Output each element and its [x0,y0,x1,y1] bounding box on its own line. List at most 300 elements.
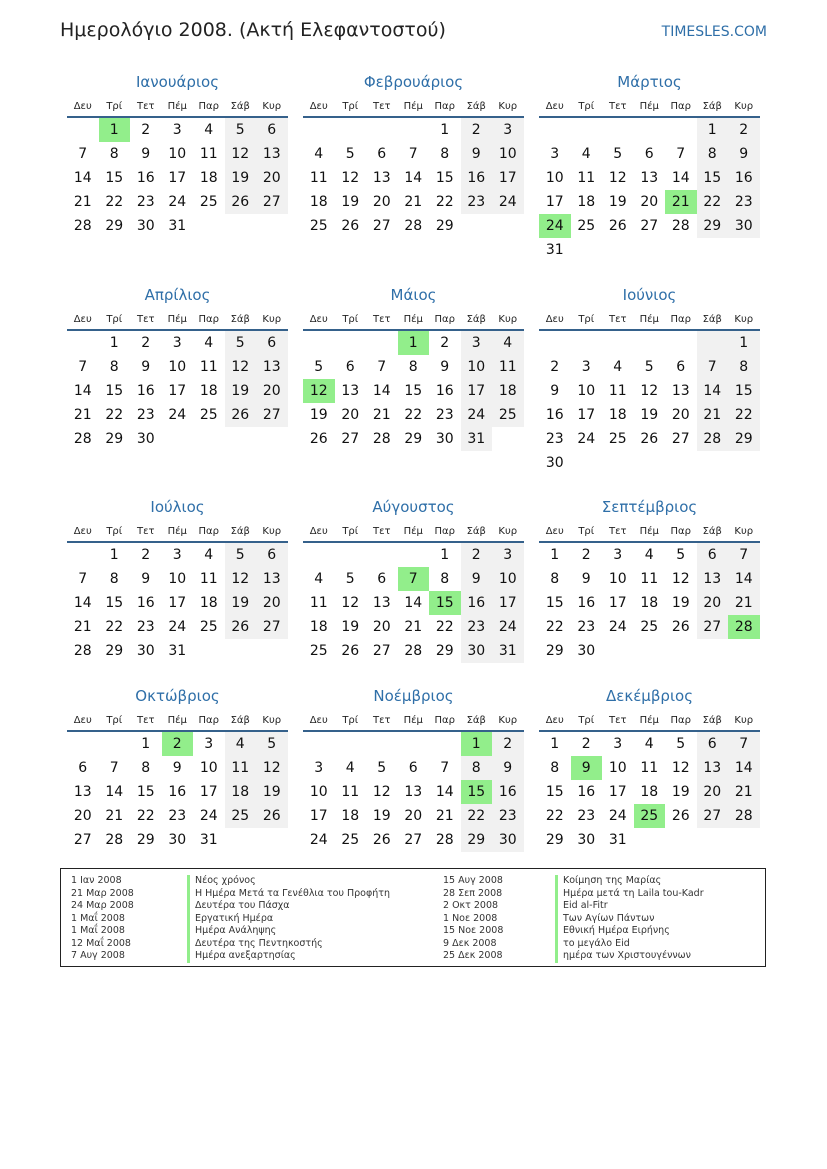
day-cell: 26 [225,190,257,214]
day-cell: 11 [199,571,218,587]
day-cell: 11 [640,760,659,776]
weekday-label: Παρ [670,101,691,112]
week-row [67,118,288,142]
empty-day-cell [602,639,634,663]
week-row [303,567,524,591]
day-cell: 14 [105,784,124,800]
day-cell: 2 [461,118,493,142]
week-row [539,331,760,355]
day-cell: 24 [608,808,627,824]
day-cell: 12 [372,784,391,800]
day-cell: 6 [697,543,729,567]
month-block [303,496,524,663]
weekday-label: Παρ [198,715,219,726]
day-cell: 1 [109,335,119,351]
day-cell: 30 [577,832,596,848]
month-name: Αύγουστος [372,498,455,516]
day-cell: 12 [608,170,627,186]
empty-day-cell [634,331,666,355]
day-cell: 14 [435,784,454,800]
day-cell: 24 [168,407,187,423]
day-cell: 18 [225,780,257,804]
day-cell: 25 [341,832,360,848]
day-cell: 20 [671,407,690,423]
weekday-label: Παρ [670,526,691,537]
weekday-label: Κυρ [262,101,282,112]
empty-day-cell [571,118,603,142]
empty-day-cell [398,732,430,756]
day-cell: 27 [404,832,423,848]
day-cell: 7 [676,146,686,162]
week-row [67,214,288,238]
day-cell: 8 [697,142,729,166]
day-cell: 25 [309,643,328,659]
day-cell: 8 [440,146,450,162]
day-cell: 29 [697,214,729,238]
day-cell: 6 [644,146,654,162]
weekday-label: Τετ [372,526,391,537]
day-cell: 13 [697,567,729,591]
empty-day-cell [539,331,571,355]
holiday-name: Νέος χρόνος [187,875,390,888]
holiday-name: Δευτέρα του Πάσχα [187,900,390,913]
day-cell: 25 [608,431,627,447]
day-cell: 1 [109,547,119,563]
holiday-date: 7 Αυγ 2008 [71,950,125,961]
holiday-dates-right [443,875,503,963]
day-cell: 19 [341,619,360,635]
day-cell: 23 [728,190,760,214]
weekday-label: Τρί [342,101,359,112]
day-cell: 27 [341,431,360,447]
weekday-label: Δευ [309,101,328,112]
weekday-label: Σάβ [466,314,486,325]
empty-day-cell [634,238,666,262]
day-cell: 2 [141,122,151,138]
day-cell: 10 [309,784,328,800]
week-row [67,379,288,403]
day-cell: 28 [73,643,92,659]
holiday-name: Ημέρα μετά τη Laila tou-Kadr [555,888,704,901]
empty-day-cell [366,331,398,355]
weekday-label: Σάβ [466,526,486,537]
week-row [303,403,524,427]
day-cell: 27 [73,832,92,848]
weekday-label: Πέμ [639,314,659,325]
day-cell: 23 [168,808,187,824]
empty-day-cell [492,214,524,238]
day-cell: 7 [408,146,418,162]
day-cell: 16 [136,170,155,186]
weekday-label: Τετ [136,314,155,325]
day-cell: 2 [162,732,194,756]
empty-day-cell [634,451,666,475]
day-cell: 26 [608,218,627,234]
day-cell: 29 [404,431,423,447]
weekday-label: Δευ [309,314,328,325]
month-name: Ιούνιος [622,286,677,304]
day-cell: 12 [671,760,690,776]
day-cell: 19 [640,407,659,423]
weekday-label: Σάβ [702,526,722,537]
day-cell: 24 [492,190,524,214]
day-cell: 4 [314,146,324,162]
day-cell: 5 [225,543,257,567]
day-cell: 21 [665,190,697,214]
day-cell: 20 [697,591,729,615]
holiday-date: 15 Noε 2008 [443,925,504,936]
weekday-label: Δευ [73,314,92,325]
day-cell: 9 [550,383,560,399]
day-cell: 23 [492,804,524,828]
day-cell: 6 [256,118,288,142]
weekday-label: Παρ [670,715,691,726]
empty-day-cell [634,639,666,663]
empty-day-cell [366,118,398,142]
month-name: Οκτώβριος [135,687,220,705]
empty-day-cell [634,828,666,852]
day-cell: 8 [550,760,560,776]
week-row [539,451,760,475]
day-cell: 19 [341,194,360,210]
empty-day-cell [67,732,99,756]
weekday-label: Κυρ [734,526,754,537]
day-cell: 21 [404,194,423,210]
day-cell: 28 [73,431,92,447]
day-cell: 5 [377,760,387,776]
week-row [67,190,288,214]
day-cell: 16 [461,166,493,190]
day-cell: 17 [608,784,627,800]
day-cell: 26 [256,804,288,828]
day-cell: 6 [377,146,387,162]
week-row [539,190,760,214]
day-cell: 4 [204,547,214,563]
empty-day-cell [665,331,697,355]
day-cell: 12 [671,571,690,587]
empty-day-cell [492,427,524,451]
day-cell: 19 [671,595,690,611]
day-cell: 28 [435,832,454,848]
day-cell: 9 [571,756,603,780]
weekday-label: Κυρ [498,314,518,325]
weekday-label: Τετ [372,101,391,112]
site-logo[interactable]: TIMESLES.COM [661,24,767,40]
day-cell: 23 [461,190,493,214]
day-cell: 25 [640,619,659,635]
weekday-header [539,712,760,732]
weekday-label: Πέμ [167,101,187,112]
month-name: Απρίλιος [144,286,211,304]
month-name: Μάιος [390,286,437,304]
day-cell: 14 [728,567,760,591]
holiday-name: Η Ημέρα Μετά τα Γενέθλια του Προφήτη [187,888,390,901]
week-row [539,756,760,780]
day-cell: 16 [136,383,155,399]
empty-day-cell [193,427,225,451]
week-row [67,732,288,756]
empty-day-cell [602,238,634,262]
empty-day-cell [366,543,398,567]
day-cell: 23 [577,808,596,824]
day-cell: 7 [440,760,450,776]
day-cell: 17 [492,166,524,190]
day-cell: 29 [545,832,564,848]
empty-day-cell [602,451,634,475]
day-cell: 29 [435,643,454,659]
empty-day-cell [193,639,225,663]
day-cell: 20 [372,619,391,635]
week-row [539,379,760,403]
day-cell: 5 [676,736,686,752]
week-row [67,403,288,427]
day-cell: 29 [545,643,564,659]
day-cell: 29 [105,431,124,447]
day-cell: 2 [461,543,493,567]
day-cell: 7 [728,543,760,567]
weekday-label: Τρί [106,526,123,537]
week-row [303,804,524,828]
weekday-label: Σάβ [230,715,250,726]
weekday-label: Τρί [578,314,595,325]
day-cell: 25 [199,619,218,635]
day-cell: 28 [728,804,760,828]
weekday-label: Κυρ [262,526,282,537]
day-cell: 23 [136,619,155,635]
weekday-label: Τετ [608,314,627,325]
day-cell: 11 [225,756,257,780]
weekday-label: Κυρ [262,314,282,325]
day-cell: 17 [577,407,596,423]
day-cell: 22 [105,407,124,423]
day-cell: 7 [398,567,430,591]
day-cell: 9 [728,142,760,166]
day-cell: 22 [545,808,564,824]
day-cell: 11 [341,784,360,800]
holiday-name: Eid al-Fitr [555,900,704,913]
day-cell: 8 [141,760,151,776]
day-cell: 1 [697,118,729,142]
day-cell: 8 [109,359,119,375]
day-cell: 13 [372,595,391,611]
day-cell: 10 [577,383,596,399]
empty-day-cell [335,732,367,756]
empty-day-cell [665,639,697,663]
weekday-label: Παρ [434,314,455,325]
weekday-label: Παρ [198,314,219,325]
day-cell: 9 [141,571,151,587]
day-cell: 3 [172,122,182,138]
empty-day-cell [99,732,131,756]
week-row [67,355,288,379]
week-row [67,567,288,591]
empty-day-cell [256,214,288,238]
empty-day-cell [335,543,367,567]
weekday-label: Τετ [608,101,627,112]
empty-day-cell [193,214,225,238]
day-cell: 12 [303,379,335,403]
day-cell: 13 [256,567,288,591]
weekday-label: Δευ [73,715,92,726]
day-cell: 27 [372,643,391,659]
holiday-date: 1 Μαΐ 2008 [71,925,125,936]
empty-day-cell [728,238,760,262]
weekday-label: Τρί [578,101,595,112]
weekday-label: Τρί [342,314,359,325]
day-cell: 25 [492,403,524,427]
day-cell: 14 [697,379,729,403]
holiday-name: Δευτέρα της Πεντηκοστής [187,938,390,951]
day-cell: 13 [73,784,92,800]
day-cell: 15 [404,383,423,399]
day-cell: 27 [256,403,288,427]
week-row [67,543,288,567]
day-cell: 24 [577,431,596,447]
day-cell: 4 [644,736,654,752]
weekday-header [67,712,288,732]
weekday-label: Κυρ [734,715,754,726]
weekday-label: Τρί [578,526,595,537]
day-cell: 3 [461,331,493,355]
day-cell: 17 [199,784,218,800]
day-cell: 11 [640,571,659,587]
empty-day-cell [728,451,760,475]
day-cell: 23 [136,194,155,210]
day-cell: 28 [671,218,690,234]
weekday-label: Κυρ [498,101,518,112]
week-row [539,166,760,190]
day-cell: 18 [640,784,659,800]
day-cell: 21 [73,407,92,423]
day-cell: 22 [545,619,564,635]
day-cell: 25 [225,804,257,828]
weekday-label: Σάβ [702,314,722,325]
day-cell: 20 [404,808,423,824]
day-cell: 6 [345,359,355,375]
day-cell: 14 [404,170,423,186]
day-cell: 2 [728,118,760,142]
day-cell: 5 [613,146,623,162]
weekday-header [67,523,288,543]
week-row [303,732,524,756]
holiday-name: το μεγάλο Eid [555,938,704,951]
month-block [67,496,288,663]
week-row [303,214,524,238]
day-cell: 18 [608,407,627,423]
week-row [539,355,760,379]
weekday-label: Δευ [73,101,92,112]
empty-day-cell [697,828,729,852]
day-cell: 2 [141,547,151,563]
day-cell: 7 [377,359,387,375]
day-cell: 16 [577,595,596,611]
day-cell: 7 [78,571,88,587]
holiday-date: 24 Μαρ 2008 [71,900,134,911]
day-cell: 9 [440,359,450,375]
day-cell: 25 [634,804,666,828]
week-row [67,639,288,663]
month-name: Μάρτιος [617,73,682,91]
day-cell: 1 [440,547,450,563]
day-cell: 22 [697,190,729,214]
day-cell: 21 [372,407,391,423]
day-cell: 23 [577,619,596,635]
month-block [303,284,524,451]
day-cell: 3 [314,760,324,776]
weekday-label: Τετ [136,526,155,537]
day-cell: 14 [73,383,92,399]
page-title: Ημερολόγιο 2008. (Ακτή Ελεφαντοστού) [60,19,446,41]
day-cell: 9 [141,359,151,375]
day-cell: 8 [440,571,450,587]
day-cell: 19 [608,194,627,210]
day-cell: 17 [168,170,187,186]
day-cell: 23 [461,615,493,639]
day-cell: 10 [168,359,187,375]
empty-day-cell [225,427,257,451]
weekday-label: Σάβ [230,526,250,537]
day-cell: 25 [577,218,596,234]
day-cell: 23 [545,431,564,447]
holiday-date: 2 Οκτ 2008 [443,900,499,911]
day-cell: 22 [105,194,124,210]
empty-day-cell [225,214,257,238]
day-cell: 6 [256,543,288,567]
week-row [303,379,524,403]
week-row [539,828,760,852]
weekday-label: Πέμ [639,101,659,112]
week-row [67,756,288,780]
holiday-dates-left [71,875,134,963]
weekday-label: Πέμ [403,715,423,726]
week-row [67,828,288,852]
weekday-label: Παρ [434,715,455,726]
day-cell: 13 [372,170,391,186]
day-cell: 8 [109,571,119,587]
day-cell: 24 [492,615,524,639]
day-cell: 24 [309,832,328,848]
weekday-header [539,98,760,118]
month-block [303,71,524,238]
day-cell: 18 [341,808,360,824]
day-cell: 1 [440,122,450,138]
day-cell: 27 [697,804,729,828]
day-cell: 10 [608,760,627,776]
day-cell: 3 [492,543,524,567]
day-cell: 11 [492,355,524,379]
weekday-header [303,98,524,118]
week-row [539,543,760,567]
day-cell: 7 [78,359,88,375]
day-cell: 8 [408,359,418,375]
week-row [539,403,760,427]
day-cell: 27 [671,431,690,447]
week-row [303,427,524,451]
day-cell: 26 [309,431,328,447]
week-row [303,591,524,615]
day-cell: 12 [341,595,360,611]
weekday-header [67,311,288,331]
day-cell: 27 [256,615,288,639]
weekday-header [303,712,524,732]
weekday-label: Πέμ [639,715,659,726]
week-row [303,543,524,567]
holiday-date: 15 Αυγ 2008 [443,875,503,886]
month-block [539,71,760,262]
day-cell: 30 [728,214,760,238]
day-cell: 2 [492,732,524,756]
day-cell: 13 [256,142,288,166]
